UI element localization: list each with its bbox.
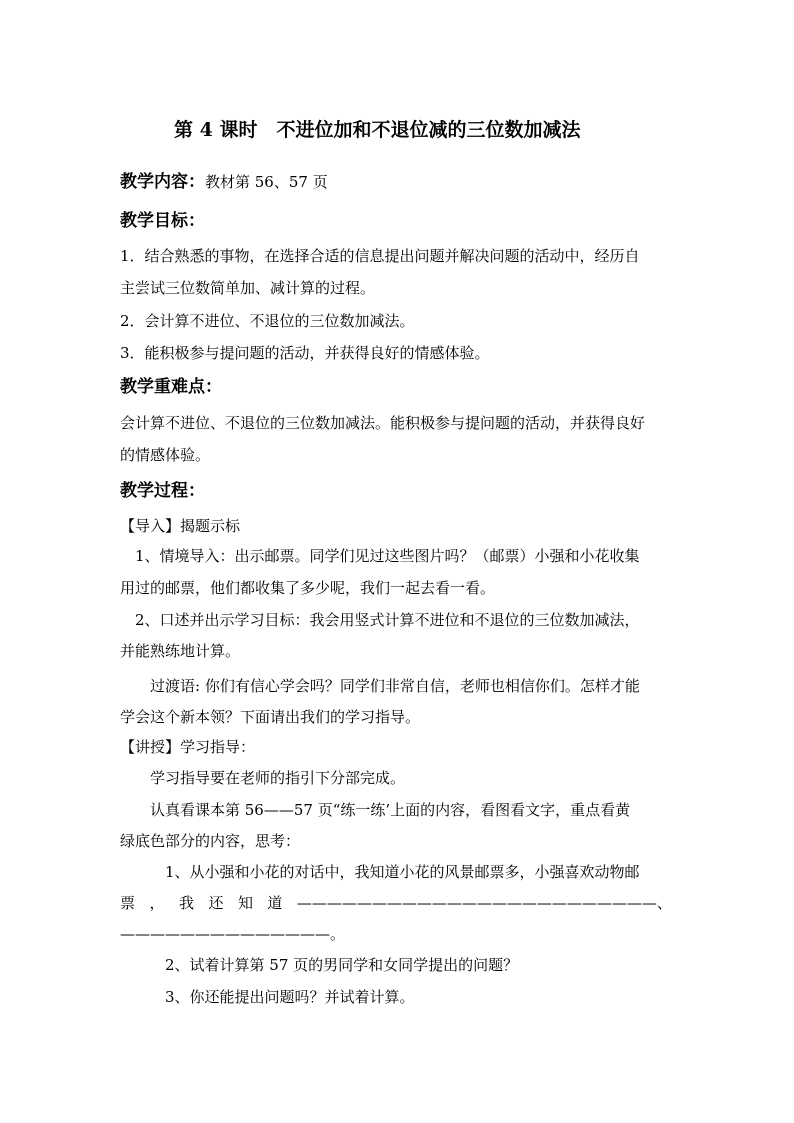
- question-1-line-1: 1、从小强和小花的对话中，我知道小花的风景邮票多，小强喜欢动物邮: [165, 863, 640, 881]
- q1-word: 票: [120, 894, 136, 912]
- transition-line-2: 学会这个新本领？下面请出我们的学习指导。: [120, 708, 421, 726]
- objective-3: 3．能积极参与提问题的活动，并获得良好的情感体验。: [120, 344, 490, 362]
- keypoints-line-2: 的情感体验。: [120, 446, 211, 464]
- intro-heading: 【导入】揭题示标: [120, 517, 241, 535]
- q1-word: 知: [237, 894, 253, 912]
- q1-word: ，: [149, 894, 165, 912]
- intro-p2-line-1: 2、口述并出示学习目标：我会用竖式计算不进位和不退位的三位数加减法，: [135, 611, 640, 629]
- question-2: 2、试着计算第 57 页的男同学和女同学提出的问题？: [165, 956, 519, 974]
- q1-word: 我: [178, 894, 194, 912]
- q1-answer-blank: ————————————————————————、: [296, 894, 672, 912]
- content-section: [120, 171, 328, 193]
- q1-word: 道: [267, 894, 283, 912]
- page-title: 第 4 课时 不进位加和不退位减的三位数加减法: [174, 119, 581, 141]
- question-3: 3、你还能提出问题吗？并试着计算。: [165, 988, 415, 1006]
- objectives-heading: 教学目标：: [120, 211, 205, 231]
- process-heading: 教学过程：: [120, 481, 205, 501]
- intro-p1-line-1: 1、情境导入：出示邮票。同学们见过这些图片吗？（邮票）小强和小花收集: [135, 547, 640, 565]
- keypoints-line-1: 会计算不进位、不退位的三位数加减法。能积极参与提问题的活动，并获得良好: [120, 414, 646, 432]
- content-value: 教材第 56、57 页: [205, 173, 328, 191]
- keypoints-heading: 教学重难点：: [120, 377, 222, 397]
- teach-p4: 学习指导要在老师的指引下分部完成。: [150, 769, 406, 787]
- teach-p5-line-2: 绿底色部分的内容，思考：: [120, 832, 301, 850]
- teach-heading: 【讲授】学习指导：: [120, 738, 256, 756]
- question-1-line-3: ——————————————。: [120, 925, 346, 943]
- objective-1-line-2: 主尝试三位数简单加、减计算的过程。: [120, 279, 376, 297]
- question-1-line-2: [120, 893, 672, 913]
- content-label: 教学内容：: [120, 172, 205, 192]
- intro-p1-line-2: 用过的邮票，他们都收集了多少呢，我们一起去看一看。: [120, 579, 496, 597]
- teach-p5-line-1: 认真看课本第 56——57 页“练一练’上面的内容，看图看文字，重点看黄: [150, 801, 631, 819]
- intro-p2-line-2: 并能熟练地计算。: [120, 642, 241, 660]
- objective-1-line-1: 1．结合熟悉的事物，在选择合适的信息提出问题并解决问题的活动中，经历自: [120, 247, 640, 265]
- transition-line-1: 过渡语: 你们有信心学会吗？同学们非常自信，老师也相信你们。怎样才能: [150, 677, 640, 695]
- objective-2: 2．会计算不进位、不退位的三位数加减法。: [120, 312, 415, 330]
- q1-word: 还: [208, 894, 224, 912]
